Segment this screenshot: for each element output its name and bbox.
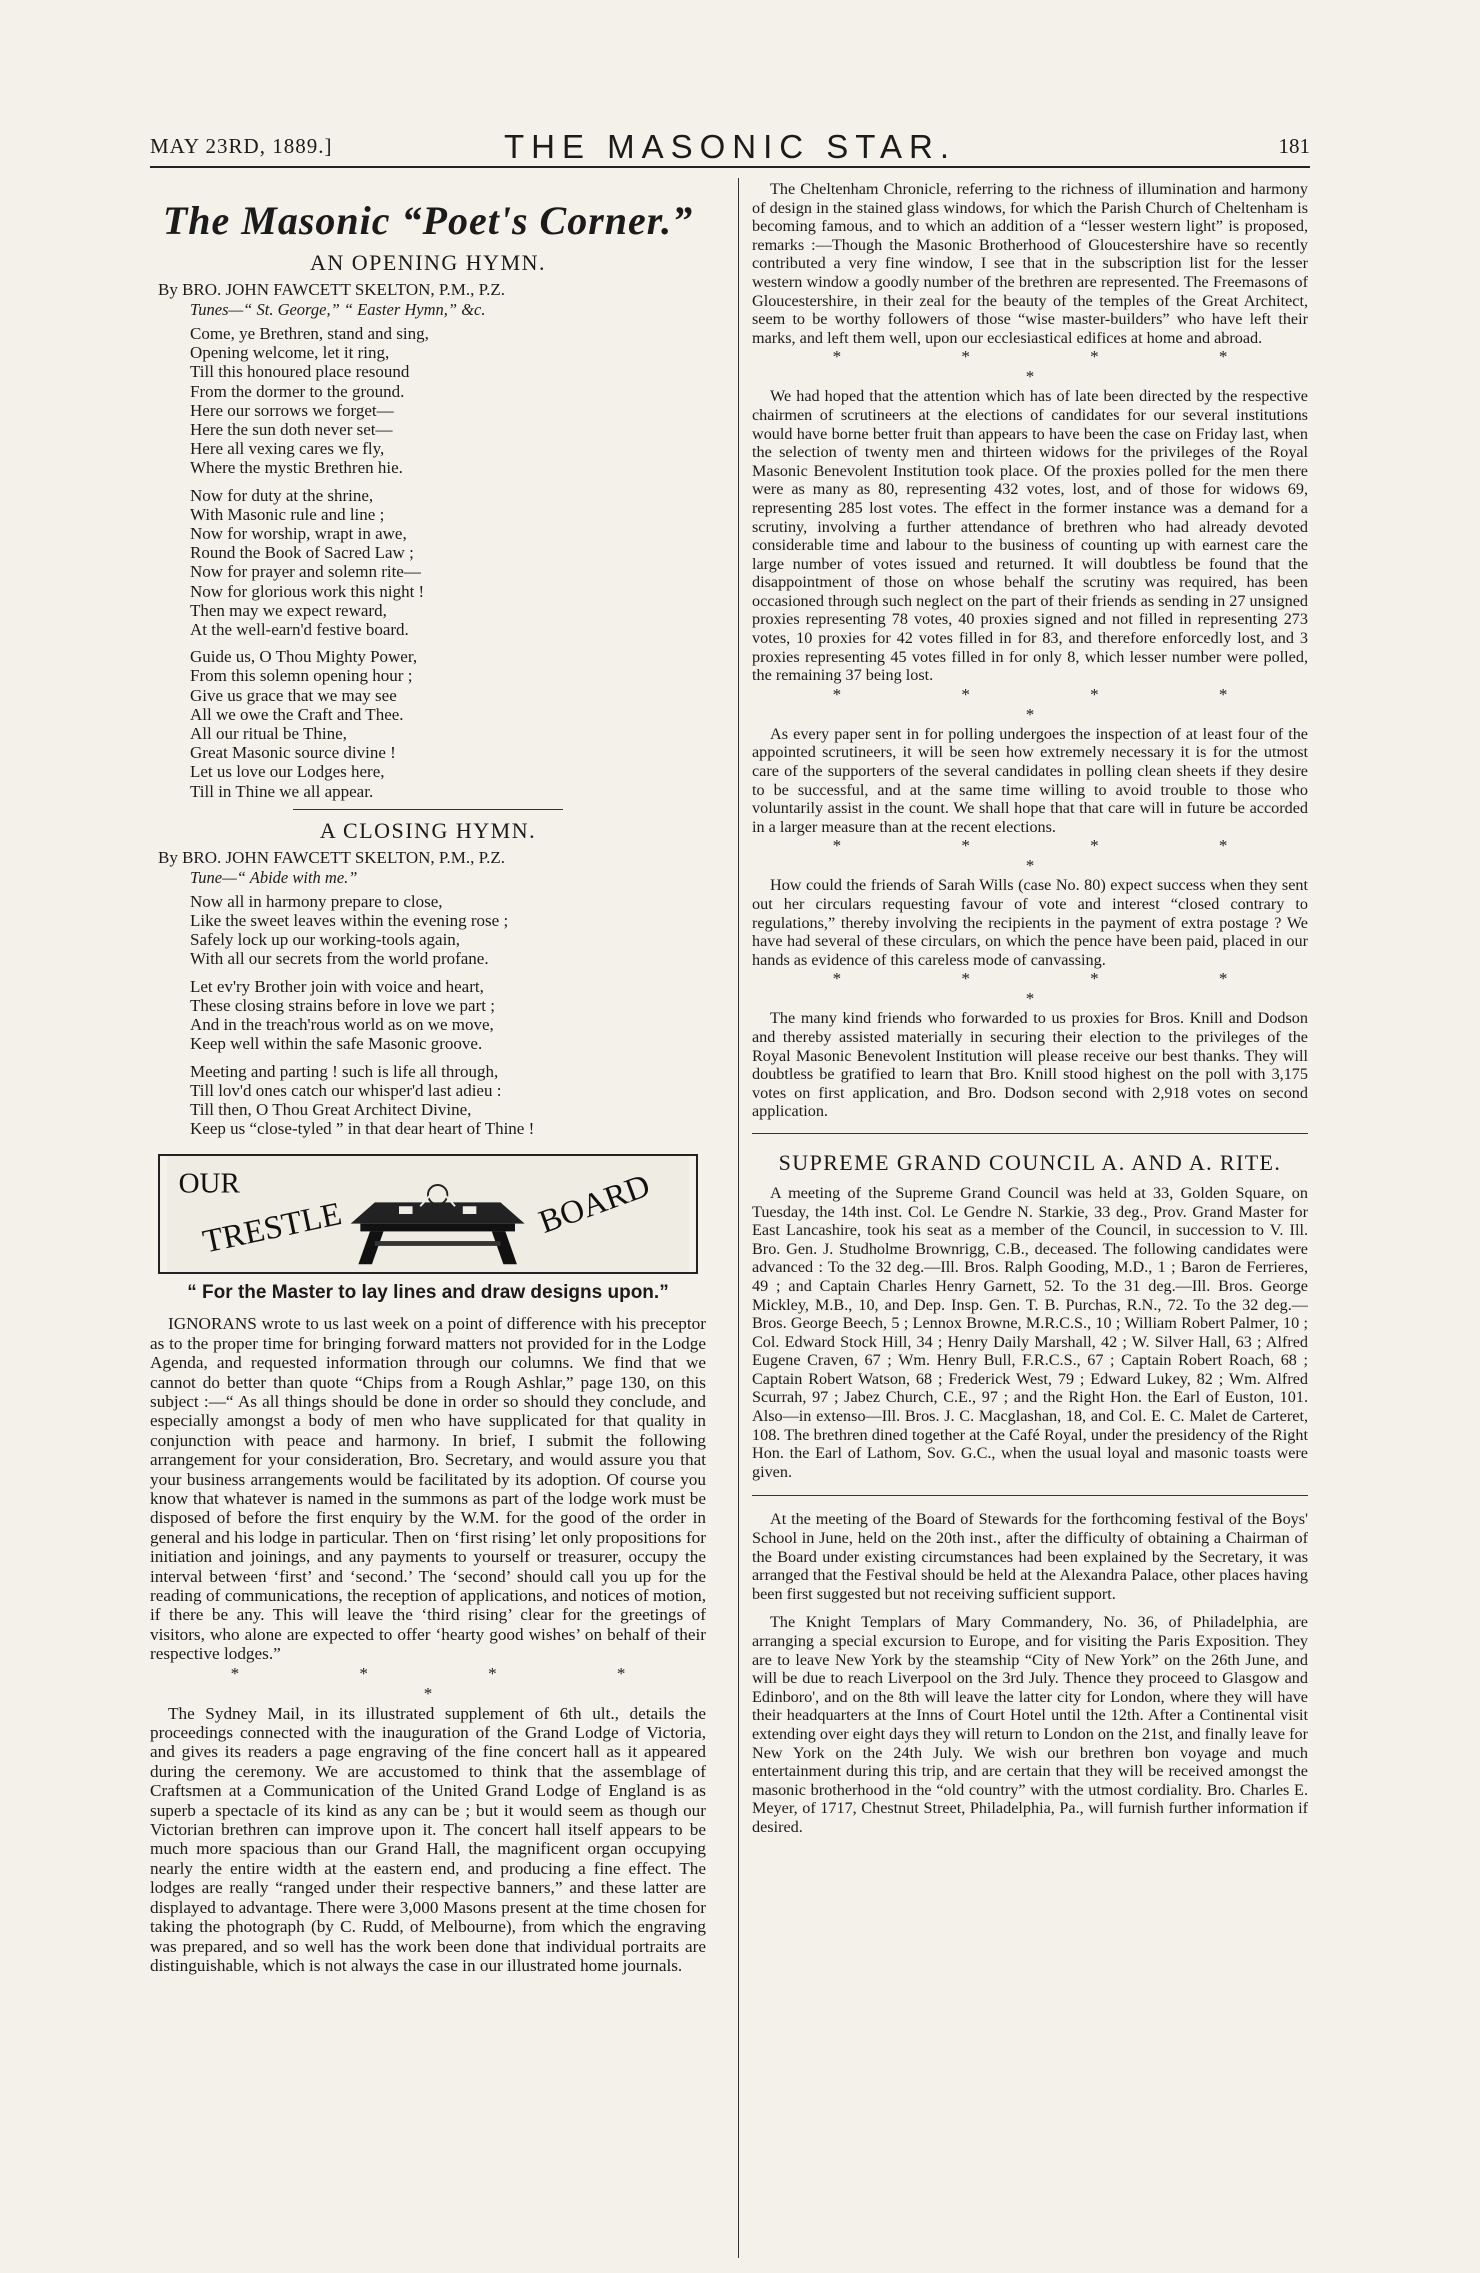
left-column [150, 180, 706, 2265]
closing-hymn-line: And in the treach'rous world as on we move, [190, 1015, 494, 1035]
trestle-board-motto: “ For the Master to lay lines and draw designs upon.” [187, 1282, 669, 1304]
asterism: * * * * * [230, 1663, 684, 1703]
asterism: * * * * * [832, 347, 1286, 387]
closing-hymn-line: These closing strains before in love we part ; [190, 995, 495, 1015]
closing-hymn-stanza [190, 892, 706, 969]
polling-paragraph: As every paper sent in for polling undergoes the inspection of at least four of the appointed scrutineers, it will be seen how extremely necessary it is for the utmost care of the supporters of the several candidates in polling clean sheets if they desire to be successful, and at the same time willing to avoid trouble to those who voluntarily assist in the count. We shall hope that that care will in future be accorded in a larger measure than at the recent elections. [752, 724, 1308, 836]
opening-hymn-stanza [190, 647, 706, 801]
column-rule [738, 178, 739, 2258]
opening-hymn-line: Guide us, O Thou Mighty Power, [190, 647, 418, 667]
opening-hymn-line: Where the mystic Brethren hie. [190, 458, 403, 478]
asterism: * * * * * [832, 836, 1286, 876]
section-divider [752, 1495, 1308, 1496]
section-divider [293, 809, 563, 810]
closing-hymn-title: A CLOSING HYMN. [319, 817, 537, 843]
banner-word-trestle: TRESTLE [199, 1196, 345, 1261]
closing-hymn-stanza [190, 977, 706, 1054]
board-of-stewards-paragraph: At the meeting of the Board of Stewards for the forthcoming festival of the Boys' School in June, held on the 20th inst., after the difficulty of obtaining a Chairman of the Board under existing circumstances had been explained by the Secretary, it was arranged that the Festival should be held at the Alexandra Palace, other places having been first suggested but not receiving sufficient support. [752, 1510, 1308, 1603]
closing-hymn-line: Meeting and parting ! such is life all through, [190, 1061, 499, 1081]
poets-corner-title: The Masonic “Poet's Corner.” [162, 198, 694, 243]
closing-hymn-line: Let ev'ry Brother join with voice and heart, [190, 976, 484, 996]
closing-hymn-line: Till then, O Thou Great Architect Divine, [190, 1099, 472, 1119]
ignorans-paragraph: IGNORANS wrote to us last week on a point of difference with his preceptor as to the proper time for bringing forward matters not provided for in the Lodge Agenda, and requested information through our columns. We find that we cannot do better than quote “Chips from a Rough Ashlar,” page 130, on this subject :—“ As all things should be done in order so should they conclude, and especially amongst a body of men who have supplicated for that quality in conjunction with peace and harmony. In brief, I submit the following arrangement for your consideration, Bro. Secretary, and would assure you that your business arrangements would be facilitated by its adoption. Of course you know that whatever is named in the summons as part of the lodge work must be disposed of before the first enquiry by the W.M. for the good of the order in general and his lodge in particular. Then on ‘first rising’ let only propositions for initiation and joinings, and any payments to yourself or treasurer, occupy the interval between ‘first’ and ‘second.’ The ‘second’ should call you up for the reading of communications, the reception of applications, and notices of motion, if there be any. This will leave the ‘third rising’ clear for the greetings of visitors, who alone are expected to offer ‘hearty good wishes’ on behalf of their respective lodges.” [150, 1314, 706, 1664]
opening-hymn-line: All we owe the Craft and Thee. [190, 704, 404, 724]
closing-hymn-stanzas [150, 892, 706, 1138]
opening-hymn-line: Opening welcome, let it ring, [190, 343, 390, 363]
closing-hymn-line: Keep us “close-tyled ” in that dear heart of Thine ! [190, 1119, 535, 1139]
opening-hymn-stanza [190, 324, 706, 478]
opening-hymn-line: Then may we expect reward, [190, 600, 387, 620]
page-number: 181 [1278, 134, 1310, 158]
masthead-title: THE MASONIC STAR. [503, 128, 957, 165]
right-column [752, 180, 1308, 2265]
sarah-wills-paragraph: How could the friends of Sarah Wills (case No. 80) expect success when they sent out her circulars requesting favour of vote and interest “closed contrary to regulations,” thereby involving the recipients in the payment of extra postage ? We have had several of these circulars, on which the pence have been paid, placed in our hands as evidence of this careless mode of canvassing. [752, 876, 1308, 969]
opening-hymn-line: From the dormer to the ground. [190, 381, 405, 401]
issue-date: MAY 23RD, 1889.] [150, 134, 333, 158]
closing-hymn-line: Safely lock up our working-tools again, [190, 930, 461, 950]
opening-hymn-line: Great Masonic source divine ! [190, 743, 396, 763]
supreme-council-title: SUPREME GRAND COUNCIL A. AND A. RITE. [752, 1133, 1308, 1176]
opening-hymn-line: Till in Thine we all appear. [190, 781, 374, 801]
opening-hymn-byline: By BRO. JOHN FAWCETT SKELTON, P.M., P.Z. [158, 280, 506, 299]
opening-hymn-stanzas [150, 324, 706, 801]
opening-hymn-line: Give us grace that we may see [190, 685, 397, 705]
opening-hymn-line: Now for duty at the shrine, [190, 485, 374, 505]
running-head [150, 128, 1310, 168]
closing-hymn-stanza [190, 1062, 706, 1139]
cheltenham-paragraph: The Cheltenham Chronicle, referring to the richness of illumination and harmony of design in the stained glass windows, for which the Parish Church of Cheltenham is becoming famous, and to which an addition of a “lesser western light” is proposed, remarks :—Though the Masonic Brotherhood of Gloucestershire have so recently contributed a very fine window, I see that in the subscription list for the lesser western window a goodly number of the brethren are represented. The Freemasons of Gloucestershire, in their zeal for the beauty of the temples of the Great Architect, seem to be worthy followers of those “wise master-builders” who have left their marks, and left them well, upon our ecclesiastical edifices at home and abroad. [752, 180, 1308, 347]
opening-hymn-line: Here our sorrows we forget— [190, 400, 394, 420]
trestle-board-banner [158, 1154, 698, 1274]
opening-hymn-line: Now for glorious work this night ! [190, 581, 425, 601]
sydney-mail-paragraph: The Sydney Mail, in its illustrated supplement of 6th ult., details the proceedings connected with the inauguration of the Grand Lodge of Victoria, and gives its readers a page engraving of the fine concert hall as it appeared during the ceremony. We are accustomed to think that the assemblage of Craftsmen at a Communication of the United Grand Lodge of England is as superb a spectacle of its kind as any can be ; but it would seem as though our Victorian brethren can improve upon it. The concert hall itself appears to be much more spacious than our Grand Hall, the magnificent organ occupying nearly the entire width at the eastern end, and producing a fine effect. The lodges are really “ranged under their respective banners,” and these latter are displayed to advantage. There were 3,000 Masons present at the time chosen for taking the photograph (by C. Rudd, of Melbourne), from which the engraving was prepared, and so well has the work been done that individual portraits are distinguishable, which is not always the case in our illustrated home journals. [150, 1703, 706, 1975]
opening-hymn-line: Now for prayer and solemn rite— [190, 562, 421, 582]
closing-hymn-line: Keep well within the safe Masonic groove. [190, 1034, 483, 1054]
closing-hymn-line: With all our secrets from the world profane. [190, 949, 489, 969]
scrutineers-paragraph: We had hoped that the attention which has of late been directed by the respective chairmen of scrutineers at the elections of candidates for our several institutions would have borne better fruit than appears to have been the case on Friday last, when the selection of twenty men and thirteen widows for the privileges of the Royal Masonic Benevolent Institution took place. Of the proxies polled for the men there were as many as 80, representing 432 votes, lost, and of those for widows 69, representing 285 lost votes. The effect in the former instance was a demand for a scrutiny, involving a further attendance of brethren who had already devoted considerable time and labour to the business of counting up with earnest care the large number of votes issued and returned. It will doubtless be found that the disappointment of those on whose behalf the scrutiny was required, has been occasioned through such neglect on the part of their friends as sending in 27 unsigned proxies representing 78 votes, 40 proxies signed and not filled in representing 273 votes, 10 proxies for 42 votes filled in for 83, and therefore enforcedly lost, and 3 proxies representing 45 votes filled in for only 8, which lesser number were polled, the remaining 37 being lost. [752, 387, 1308, 685]
opening-hymn-line: Now for worship, wrapt in awe, [190, 524, 407, 544]
opening-hymn-line: Let us love our Lodges here, [190, 762, 385, 782]
opening-hymn-title: AN OPENING HYMN. [309, 250, 547, 275]
knight-templars-paragraph: The Knight Templars of Mary Commandery, No. 36, of Philadelphia, are arranging a special excursion to Europe, and for visiting the Paris Exposition. They are to leave New York by the steamship “City of New York” on the 26th June, and will be due to reach Liverpool on the 3rd July. Thence they proceed to Glasgow and Edinboro', and on the 8th will leave the latter city for London, where they will have their headquarters at the Inns of Court Hotel until the 12th. After a Continental visit extending over eight days they will return to London on the 21st, and finally leave for New York on the 24th July. We wish our brethren bon voyage and much entertainment during this trip, and are certain that they will be received amongst the masonic brotherhood in the “old country” with the utmost cordiality. Bro. Charles E. Meyer, of 1717, Chestnut Street, Philadelphia, Pa., will furnish further information if desired. [752, 1613, 1308, 1836]
opening-hymn-line: Here the sun doth never set— [190, 420, 393, 440]
banner-word-board: BOARD [534, 1167, 655, 1242]
opening-hymn-line: Round the Book of Sacred Law ; [190, 543, 414, 563]
closing-hymn-tunes: Tune—“ Abide with me.” [190, 867, 358, 887]
closing-hymn-line: Now all in harmony prepare to close, [190, 891, 443, 911]
opening-hymn-tunes: Tunes—“ St. George,” “ Easter Hymn,” &c. [190, 300, 486, 319]
opening-hymn-line: Here all vexing cares we fly, [190, 439, 385, 459]
opening-hymn-line: Till this honoured place resound [190, 362, 410, 382]
opening-hymn-line: At the well-earn'd festive board. [190, 620, 409, 640]
asterism: * * * * * [832, 684, 1286, 724]
opening-hymn-line: Come, ye Brethren, stand and sing, [190, 324, 429, 343]
supreme-council-paragraph: A meeting of the Supreme Grand Council was held at 33, Golden Square, on Tuesday, the 14th inst. Col. Le Gendre N. Starkie, 33 deg., Prov. Grand Master for East Lancashire, took his seat as a member of the Council, in succession to V. Ill. Bro. Gen. J. Studholme Brownrigg, C.B., deceased. The following candidates were advanced : To the 32 deg.—Ill. Bros. Ralph Gooding, M.D., 1 ; Baron de Ferrieres, 49 ; and Captain Charles Henry Garnett, 52. To the 31 deg.—Ill. Bros. George Mickley, M.B., 10, and Dep. Insp. Gen. T. B. Purchas, R.N., 72. To the 32 deg.—Bros. George Beech, 5 ; Lennox Browne, M.R.C.S., 10 ; William Robert Palmer, 10 ; Col. Edward Stock Hill, 34 ; Henry Daily Marshall, 42 ; W. Silver Hall, 63 ; Alfred Eugene Craven, 67 ; Wm. Henry Bull, F.R.C.S., 67 ; Captain Robert Roach, 68 ; Captain Robert Watson, 68 ; Frederick West, 79 ; Edward Lukey, 82 ; Wm. Alfred Scurrah, 97 ; Jabez Church, C.E., 97 ; and the Right Hon. the Earl of Euston, 101. Also—in extenso—Ill. Bros. J. C. Macglashan, 18, and Col. E. C. Malet de Carteret, 108. The brethren dined together at the Café Royal, under the presidency of the Right Hon. the Earl of Lathom, Sov. G.C., when the usual loyal and masonic toasts were given. [752, 1183, 1308, 1481]
opening-hymn-line: From this solemn opening hour ; [190, 666, 413, 686]
proxies-thanks-paragraph: The many kind friends who forwarded to us proxies for Bros. Knill and Dodson and thereby assisted materially in securing their election to the privileges of the Royal Masonic Benevolent Institution will please receive our best thanks. They will doubtless be gratified to learn that Bro. Knill stood highest on the poll with 3,175 votes on first application, and Bro. Dodson second with 2,918 votes on second application. [752, 1009, 1308, 1121]
closing-hymn-line: Like the sweet leaves within the evening rose ; [190, 911, 509, 931]
closing-hymn-byline: By BRO. JOHN FAWCETT SKELTON, P.M., P.Z. [158, 847, 506, 867]
opening-hymn-line: All our ritual be Thine, [190, 724, 347, 744]
banner-word-our: OUR [178, 1168, 240, 1201]
opening-hymn-stanza [190, 486, 706, 640]
closing-hymn-line: Till lov'd ones catch our whisper'd last adieu : [190, 1080, 502, 1100]
opening-hymn-line: With Masonic rule and line ; [190, 504, 385, 524]
asterism: * * * * * [832, 969, 1286, 1009]
trestle-board-illustration [160, 1156, 696, 1272]
